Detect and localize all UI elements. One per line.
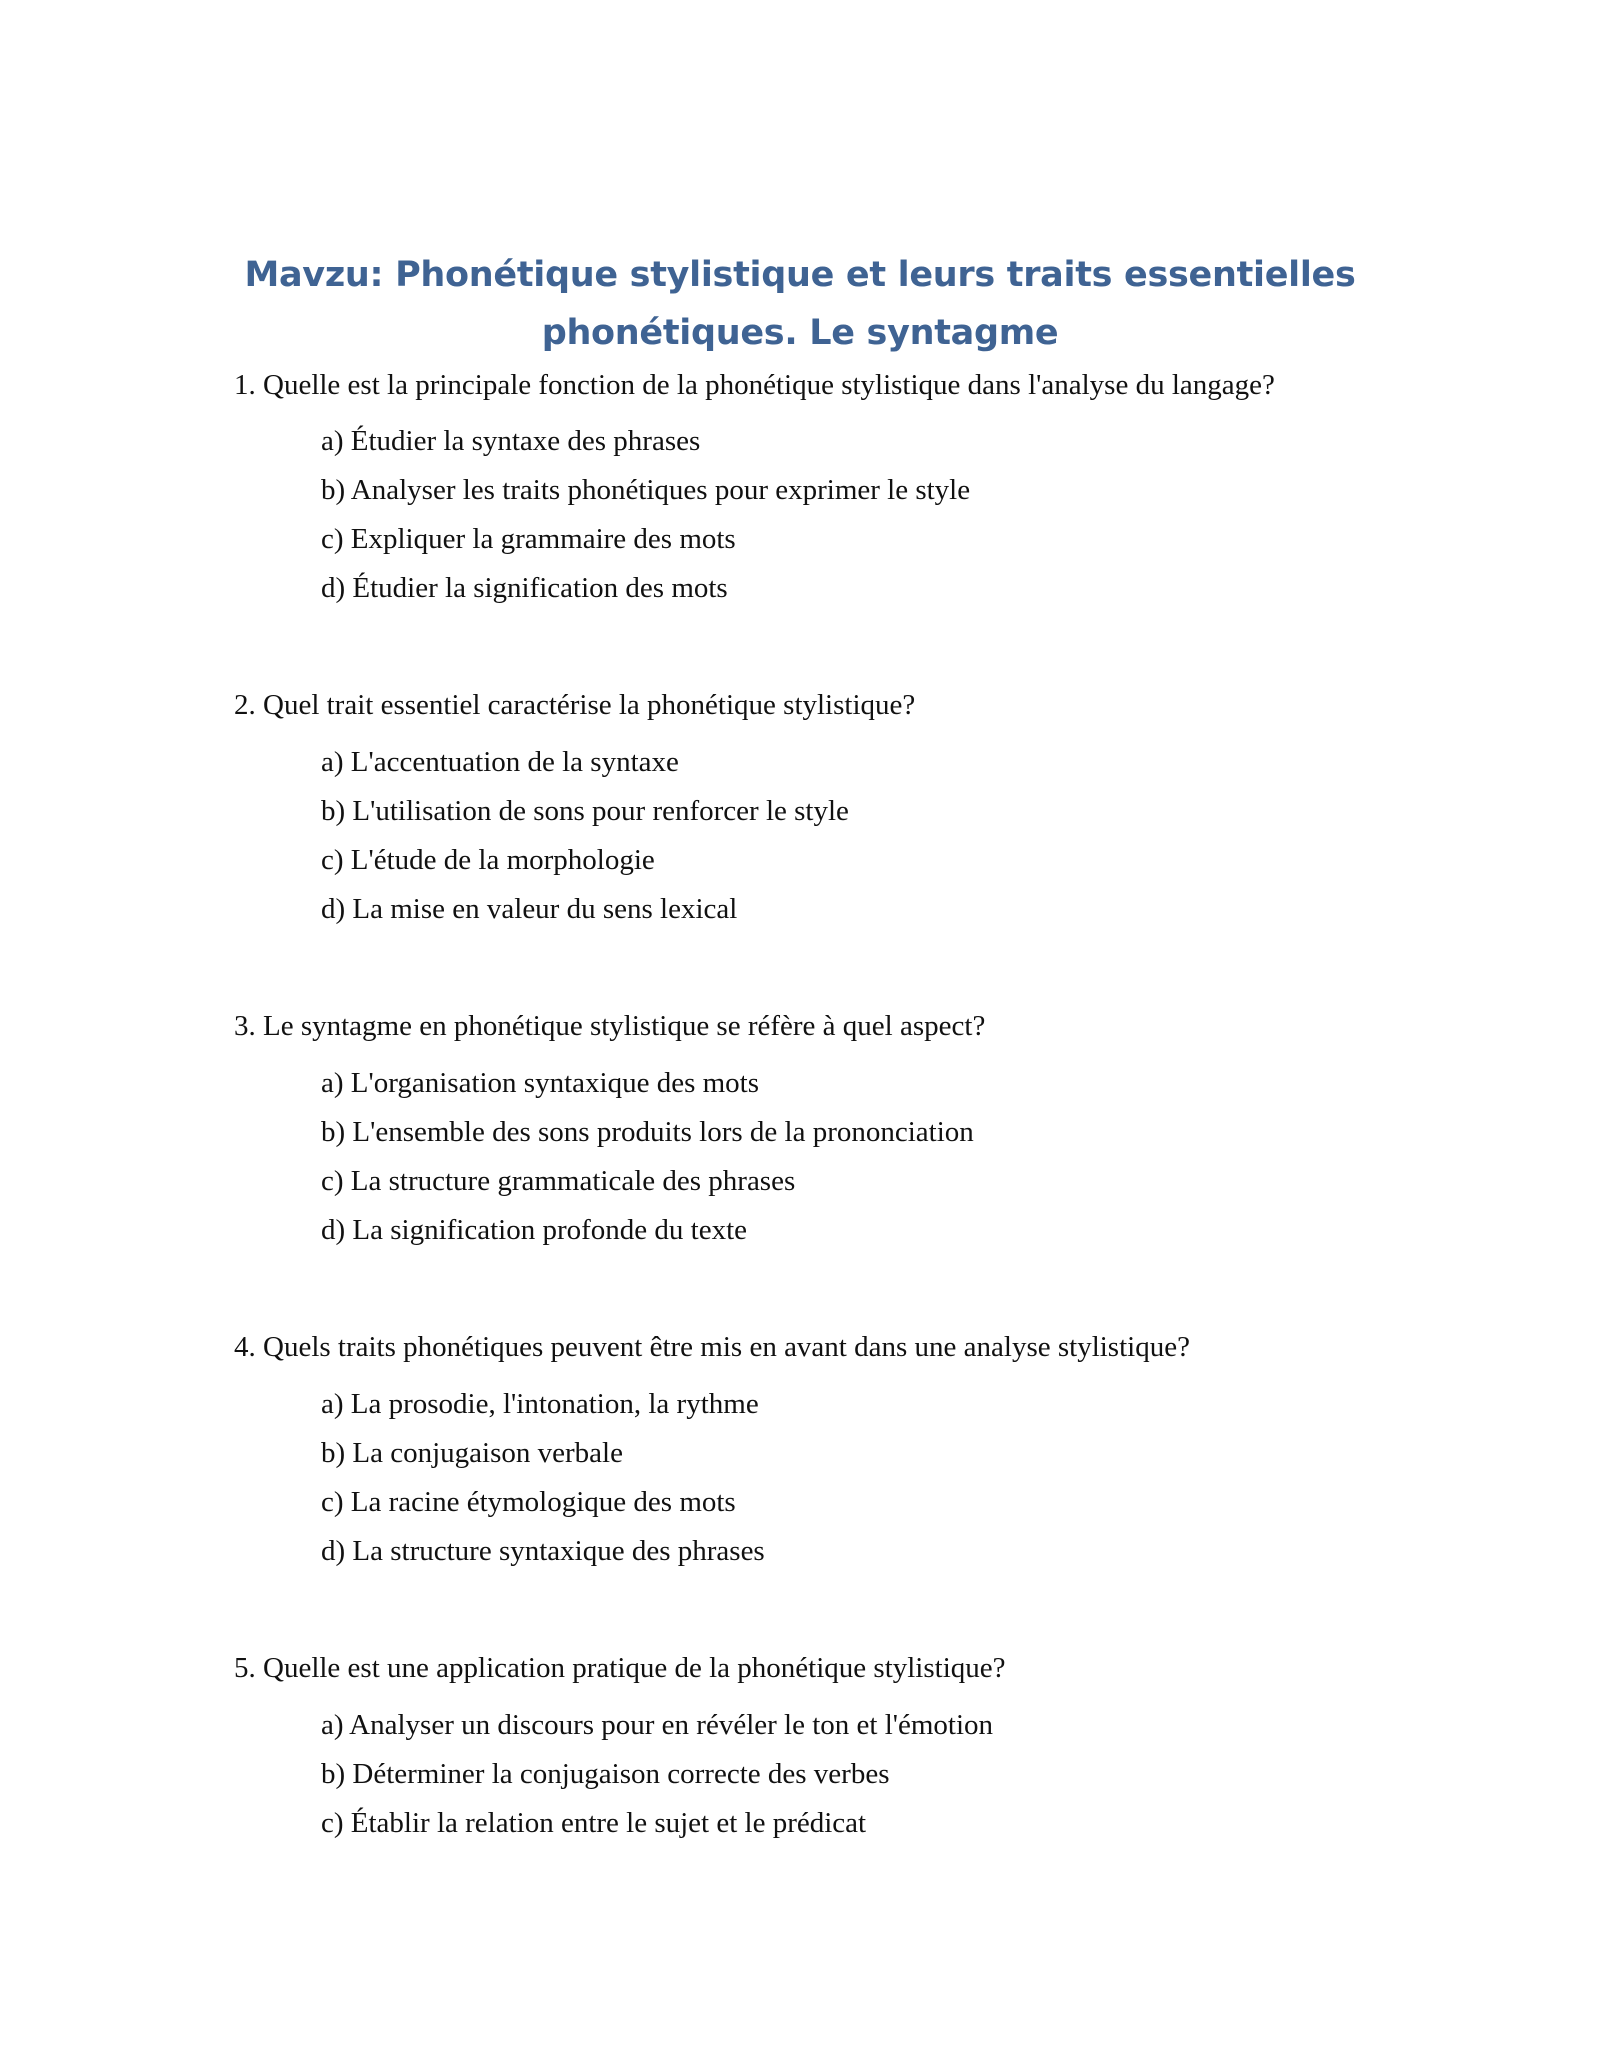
question-3-text: 3. Le syntagme en phonétique stylistique se réfère à quel aspect? — [234, 1010, 986, 1042]
question-1-option-a: a) Étudier la syntaxe des phrases — [321, 425, 701, 457]
question-1-text: 1. Quelle est la principale fonction de la phonétique stylistique dans l'analyse du langage? — [234, 369, 1275, 401]
question-3-option-d: d) La signification profonde du texte — [321, 1214, 748, 1246]
question-3-option-b: b) L'ensemble des sons produits lors de la prononciation — [321, 1116, 974, 1148]
question-2-option-d: d) La mise en valeur du sens lexical — [321, 893, 738, 925]
question-5-option-c: c) Établir la relation entre le sujet et le prédicat — [321, 1807, 867, 1839]
question-5-text: 5. Quelle est une application pratique de la phonétique stylistique? — [234, 1652, 1006, 1684]
question-4-option-d: d) La structure syntaxique des phrases — [321, 1535, 765, 1567]
question-2-option-b: b) L'utilisation de sons pour renforcer le style — [321, 795, 849, 827]
question-4-option-b: b) La conjugaison verbale — [321, 1437, 623, 1469]
question-1-option-c: c) Expliquer la grammaire des mots — [321, 523, 736, 555]
question-3-option-c: c) La structure grammaticale des phrases — [321, 1165, 796, 1197]
question-5-option-a: a) Analyser un discours pour en révéler le ton et l'émotion — [321, 1709, 994, 1741]
question-1-option-d: d) Étudier la signification des mots — [321, 572, 728, 604]
page-title-line-2: phonétiques. Le syntagme — [541, 313, 1059, 353]
question-4-option-a: a) La prosodie, l'intonation, la rythme — [321, 1388, 759, 1420]
question-2-option-c: c) L'étude de la morphologie — [321, 844, 655, 876]
question-1-option-b: b) Analyser les traits phonétiques pour exprimer le style — [321, 474, 971, 506]
question-4-text: 4. Quels traits phonétiques peuvent être mis en avant dans une analyse stylistique? — [234, 1331, 1190, 1363]
page-title-line-1: Mavzu: Phonétique stylistique et leurs traits essentielles — [244, 255, 1356, 295]
question-2-option-a: a) L'accentuation de la syntaxe — [321, 746, 679, 778]
question-4-option-c: c) La racine étymologique des mots — [321, 1486, 736, 1518]
question-5-option-b: b) Déterminer la conjugaison correcte des verbes — [321, 1758, 890, 1790]
question-2-text: 2. Quel trait essentiel caractérise la phonétique stylistique? — [234, 689, 916, 721]
question-3-option-a: a) L'organisation syntaxique des mots — [321, 1067, 760, 1099]
